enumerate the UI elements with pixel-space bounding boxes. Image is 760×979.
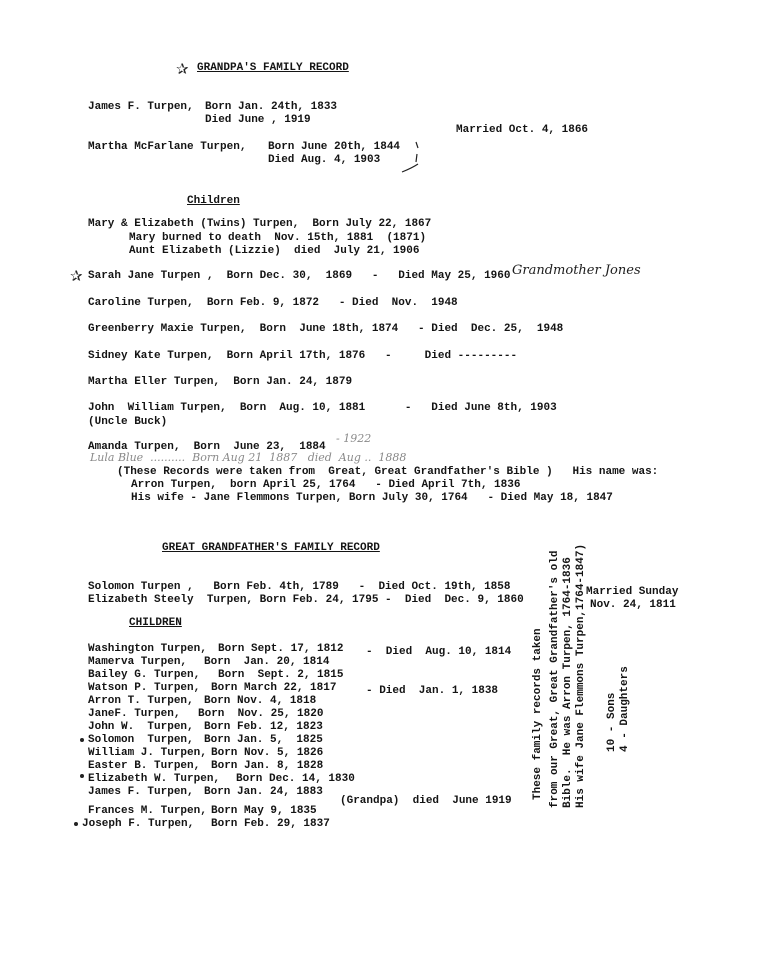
table-row-born: Born Nov. 25, 1820 [198, 708, 324, 720]
table-row-name: Watson P. Turpen, [88, 682, 201, 694]
james-died: Died June , 1919 [205, 114, 311, 126]
handwritten-grandmother: Grandmother Jones [512, 263, 641, 278]
martha-died: Died Aug. 4, 1903 [268, 154, 381, 166]
table-row-name: William J. Turpen, [88, 747, 207, 759]
table-row-born: Born Feb. 12, 1823 [204, 721, 323, 733]
list-item: Caroline Turpen, Born Feb. 9, 1872 - Died Nov. 1948 [88, 297, 458, 309]
bullet-mark [80, 738, 84, 742]
table-row-born: Born Dec. 14, 1830 [236, 773, 355, 785]
bracket-mark [398, 138, 424, 178]
table-row-name: Frances M. Turpen, [88, 805, 207, 817]
great-title: GREAT GRANDFATHER'S FAMILY RECORD [162, 542, 380, 554]
elizabeth-line: Elizabeth Steely Turpen, Born Feb. 24, 1795 - Died Dec. 9, 1860 [88, 594, 524, 606]
list-item: Aunt Elizabeth (Lizzie) died July 21, 1906 [129, 245, 420, 257]
sons-count: 10 - Sons [606, 692, 618, 752]
married-sunday-line2: Nov. 24, 1811 [590, 599, 676, 611]
martha-name: Martha McFarlane Turpen, [88, 141, 247, 153]
table-row-born: Born Jan. 5, 1825 [204, 734, 323, 746]
table-row-born: Born March 22, 1817 [211, 682, 337, 694]
table-row-name: Arron T. Turpen, [88, 695, 194, 707]
james-born: Born Jan. 24th, 1833 [205, 101, 338, 113]
side-note-col3: Bible. He was Arron Turpen, 1764-1836 [562, 557, 574, 808]
table-row-name: John W. Turpen, [88, 721, 194, 733]
table-row-born: Born Nov. 5, 1826 [211, 747, 324, 759]
table-row-born: Born Jan. 8, 1828 [211, 760, 324, 772]
page-title: GRANDPA'S FAMILY RECORD [197, 62, 349, 74]
solomon-line: Solomon Turpen , Born Feb. 4th, 1789 - Died Oct. 19th, 1858 [88, 581, 511, 593]
james-name: James F. Turpen, [88, 101, 194, 113]
list-item: Sidney Kate Turpen, Born April 17th, 1876 - Died --------- [88, 350, 518, 362]
married-date: Married Oct. 4, 1866 [456, 124, 589, 136]
list-item: Martha Eller Turpen, Born Jan. 24, 1879 [88, 376, 353, 388]
table-row-name: Bailey G. Turpen, [88, 669, 201, 681]
table-row-name: JaneF. Turpen, [88, 708, 181, 720]
side-note-col1: These family records taken [532, 628, 544, 800]
list-item: (Uncle Buck) [88, 416, 168, 428]
list-item: Greenberry Maxie Turpen, Born June 18th, 1874 - Died Dec. 25, 1948 [88, 323, 564, 335]
married-sunday-line1: Married Sunday [586, 586, 679, 598]
list-item: Sarah Jane Turpen , Born Dec. 30, 1869 - Died May 25, 1960 [88, 270, 511, 282]
table-row-name: Joseph F. Turpen, [82, 818, 195, 830]
side-note-col2: from our Great, Great Grandfather's old [549, 550, 561, 808]
table-row-born: Born Jan. 24, 1883 [204, 786, 323, 798]
table-row-died: - Died Jan. 1, 1838 [366, 685, 499, 697]
table-row-died: - Died Aug. 10, 1814 [366, 646, 512, 658]
table-row-born: Born May 9, 1835 [211, 805, 317, 817]
list-item: John William Turpen, Born Aug. 10, 1881 - Died June 8th, 1903 [88, 402, 557, 414]
side-note-col4: His wife Jane Flemmons Turpen,1764-1847) [575, 543, 587, 808]
table-row-born: Born Sept. 2, 1815 [218, 669, 344, 681]
table-row-name: James F. Turpen, [88, 786, 194, 798]
bullet-mark [80, 774, 84, 778]
star-icon: ✰ [176, 60, 189, 78]
star-icon: ✰ [70, 267, 83, 285]
handwritten-amanda-note: - 1922 [336, 432, 372, 445]
daughters-count: 4 - Daughters [619, 666, 631, 752]
children-heading: Children [187, 195, 240, 207]
table-row-born: Born Sept. 17, 1812 [218, 643, 344, 655]
bible-note-line3: His wife - Jane Flemmons Turpen, Born July 30, 1764 - Died May 18, 1847 [131, 492, 613, 504]
table-row-born: Born Nov. 4, 1818 [204, 695, 317, 707]
list-item: Mary burned to death Nov. 15th, 1881 (1871) [129, 232, 427, 244]
table-row-born: Born Jan. 20, 1814 [204, 656, 330, 668]
list-item: Mary & Elizabeth (Twins) Turpen, Born July 22, 1867 [88, 218, 432, 230]
bible-note-line1: (These Records were taken from Great, Great Grandfather's Bible ) His name was: [117, 466, 659, 478]
table-row-born: Born Feb. 29, 1837 [211, 818, 330, 830]
bullet-mark [74, 822, 78, 826]
bible-note-line2: Arron Turpen, born April 25, 1764 - Died April 7th, 1836 [131, 479, 521, 491]
list-item: Amanda Turpen, Born June 23, 1884 [88, 441, 326, 453]
table-row-name: Solomon Turpen, [88, 734, 194, 746]
table-row-name: Mamerva Turpen, [88, 656, 188, 668]
table-row-name: Elizabeth W. Turpen, [88, 773, 221, 785]
table-row-name: Washington Turpen, [88, 643, 207, 655]
table-row-name: Easter B. Turpen, [88, 760, 201, 772]
martha-born: Born June 20th, 1844 [268, 141, 401, 153]
table-row-died: (Grandpa) died June 1919 [340, 795, 512, 807]
handwritten-faint-note: Lula Blue .......... Born Aug 21 1887 died Aug .. 1888 [90, 451, 407, 464]
great-children-heading: CHILDREN [129, 617, 182, 629]
